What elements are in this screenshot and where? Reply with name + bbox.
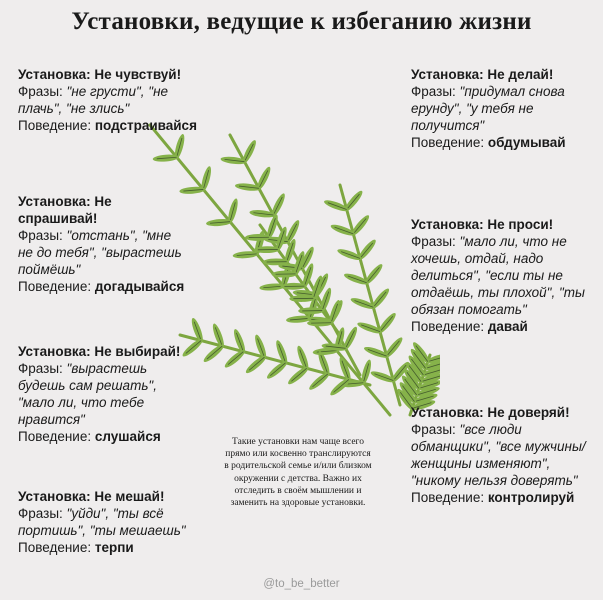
attitude-dont-disturb <box>18 488 198 556</box>
behavior-label: Поведение: <box>18 540 95 555</box>
behavior-text: слушайся <box>94 429 161 444</box>
behavior-label: Поведение: <box>18 279 95 294</box>
phrases-text: "придумал снова ерунду", "у тебя не получится" <box>411 84 565 133</box>
phrases-text: "уйди", "ты всё портишь", "ты мешаешь" <box>18 506 186 538</box>
behavior-label: Поведение: <box>411 319 488 334</box>
phrases-label: Фразы: <box>411 84 460 99</box>
phrases-text: "отстань", "мне не до тебя", "вырастешь поймёшь" <box>18 228 182 277</box>
attitude-dont-choose <box>18 343 188 445</box>
attitude-heading: Установка: Не мешай! <box>18 489 165 504</box>
attitude-heading: Установка: Не делай! <box>411 67 554 82</box>
attitude-dont-do <box>411 66 586 151</box>
attitude-dont-ask <box>18 193 188 295</box>
attitude-dont-feel <box>18 66 198 134</box>
phrases-text: "мало ли, что не хочешь, отдай, надо делиться", "если ты не отдаёшь, ты плохой", "ты обязан помогать" <box>411 234 585 317</box>
attitude-dont-trust <box>411 404 586 506</box>
phrases-label: Фразы: <box>411 422 460 437</box>
page-title: Установки, ведущие к избеганию жизни <box>71 8 532 35</box>
phrases-label: Фразы: <box>18 506 67 521</box>
behavior-label: Поведение: <box>411 490 488 505</box>
phrases-text: "вырастешь будешь сам решать", "мало ли, что тебе нравится" <box>18 361 157 427</box>
phrases-label: Фразы: <box>18 228 67 243</box>
author-handle: @to_be_better <box>263 578 340 590</box>
attitude-heading: Установка: Не выбирай! <box>18 344 181 359</box>
attitude-heading: Установка: Не доверяй! <box>411 405 570 420</box>
behavior-label: Поведение: <box>411 135 488 150</box>
attitude-dont-ask-for <box>411 216 586 335</box>
behavior-label: Поведение: <box>18 429 95 444</box>
attitude-heading: Установка: Не спрашивай! <box>18 194 112 226</box>
behavior-text: давай <box>487 319 528 334</box>
phrases-label: Фразы: <box>411 234 460 249</box>
phrases-label: Фразы: <box>18 361 67 376</box>
behavior-text: контролируй <box>487 490 575 505</box>
attitude-heading: Установка: Не проси! <box>411 217 554 232</box>
phrases-text: "все люди обманщики", "все мужчины/женщины изменяют", "никому нельзя доверять" <box>411 422 586 488</box>
phrases-label: Фразы: <box>18 84 67 99</box>
attitude-heading: Установка: Не чувствуй! <box>18 67 182 82</box>
behavior-text: терпи <box>94 540 134 555</box>
phrases-text: "не грусти", "не плачь", "не злись" <box>18 84 169 116</box>
behavior-label: Поведение: <box>18 118 95 133</box>
behavior-text: догадывайся <box>94 279 185 294</box>
behavior-text: подстраивайся <box>94 118 197 133</box>
behavior-text: обдумывай <box>487 135 566 150</box>
explanatory-note: Такие установки нам чаще всего прямо или косвенно транслируются в родительской семье и/или близком окружении с детства. Важно их отследить в своём мышлении и заменить на здоровые установки. <box>224 437 372 509</box>
